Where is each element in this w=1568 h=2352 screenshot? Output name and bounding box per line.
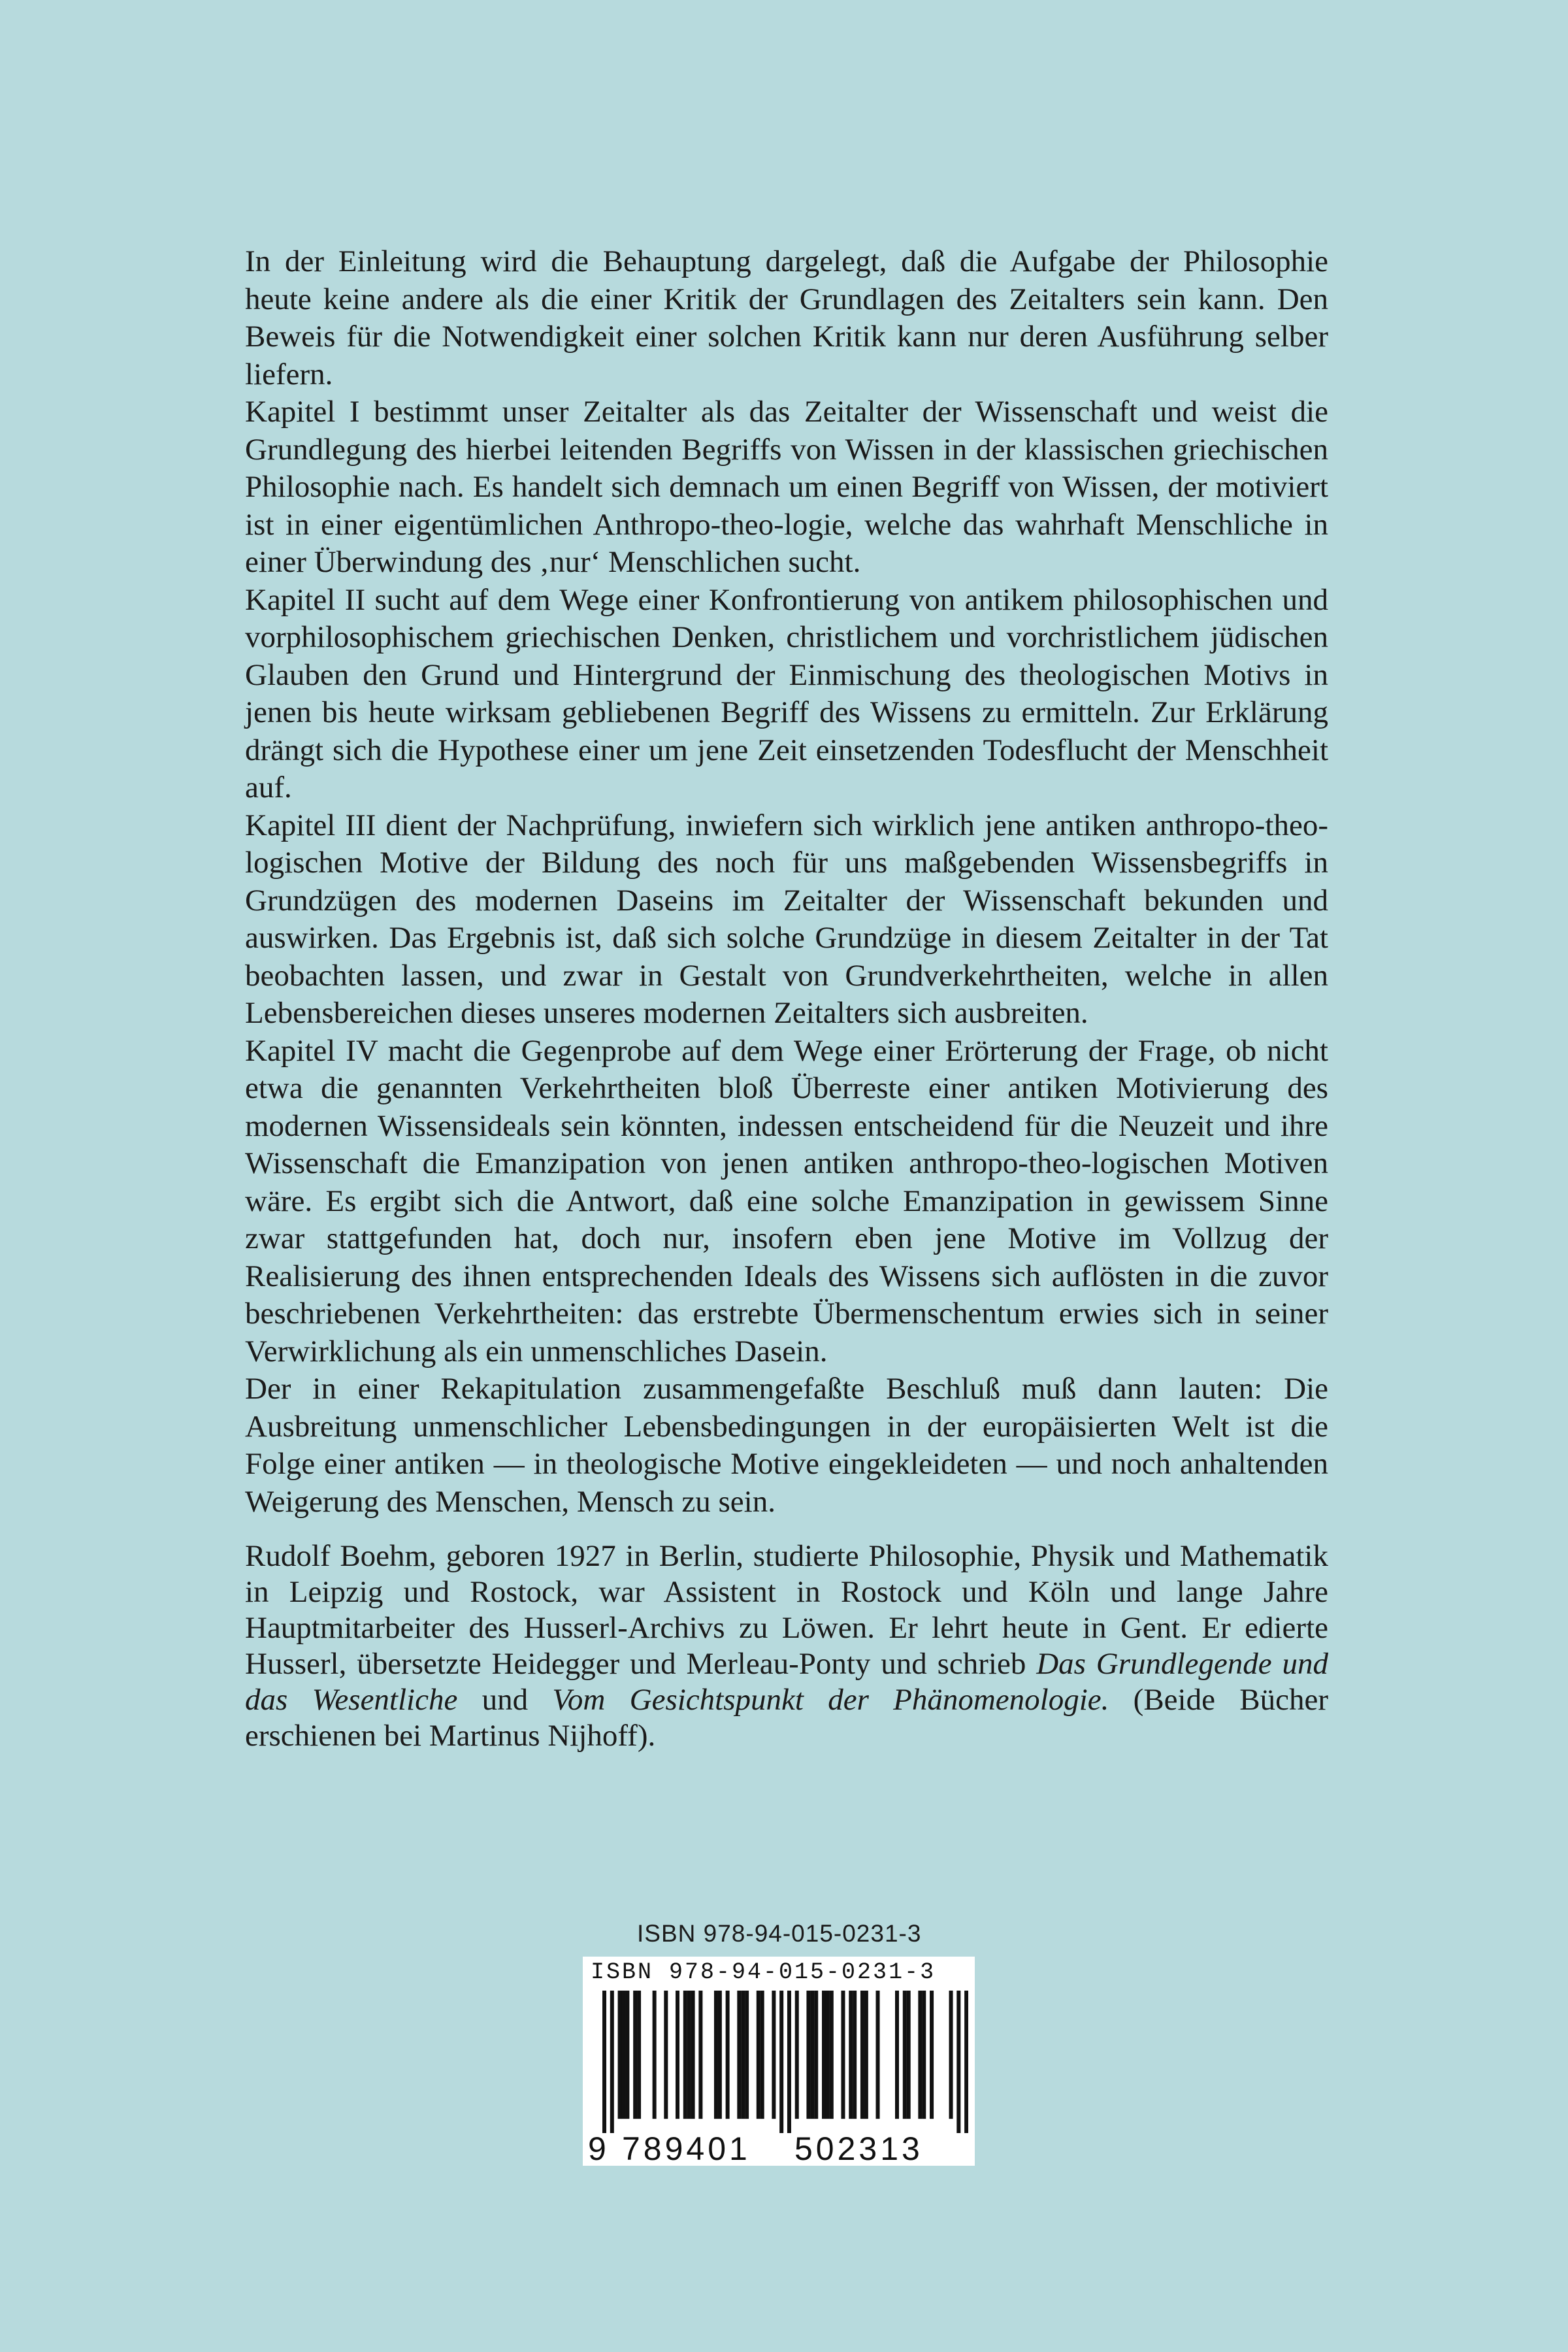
barcode-bar [691,1991,695,2119]
blurb-paragraph-introduction: In der Einleitung wird die Behauptung dargelegt, daß die Aufgabe der Philosophie heute keine andere als die einer Kritik der Grundlagen des Zeitalters sein kann. Den Beweis für die Notwendigkeit einer solchen Kritik kann nur deren Ausführung selber liefern. [245,244,1328,391]
barcode-bar [810,1991,814,2119]
barcode-bar [637,1991,641,2119]
barcode-bar [949,1991,953,2119]
barcode-guard-bar [602,1991,606,2133]
barcode-bar [930,1991,934,2119]
barcode-bar [726,1991,730,2119]
barcode [583,1957,975,2166]
barcode-guard-bar [956,1991,960,2133]
barcode-bar [683,1991,687,2119]
barcode-digit-first: 9 [588,2130,606,2167]
barcode-bar [853,1991,857,2119]
blurb-paragraph-chapter-2: Kapitel II sucht auf dem Wege einer Konfrontierung von antikem philosophischen und vorphilosophischem griechischen Denken, christlichem und vorchristlichem jüdischen Glauben den Grund und Hintergrund der Einmischung des theologischen Motivs in jenen bis heute wirksam gebliebenen Begriff des Wissens zu ermitteln. Zur Erklärung drängt sich die Hypothese einer um jene Zeit einsetzenden Todesflucht der Menschheit auf. [245,582,1328,804]
barcode-bar [741,1991,745,2119]
barcode-digits-right: 502313 [794,2130,923,2167]
barcode-bar [826,1991,830,2119]
barcode-bars [602,1991,968,2133]
barcode-bar [806,1991,810,2119]
barcode-bar [830,1991,834,2119]
barcode-bar [760,1991,764,2119]
barcode-bar [772,1991,776,2119]
barcode-bar [737,1991,741,2119]
barcode-bar [676,1991,679,2119]
blurb-paragraph-chapter-1: Kapitel I bestimmt unser Zeitalter als das Zeitalter der Wissenschaft und weist die Grundlegung des hierbei leitenden Begriffs von Wissen in der klassischen griechischen Philosophie nach. Es handelt sich demnach um einen Begriff von Wissen, der motiviert ist in einer eigentümlichen Anthropo-theo-logie, welche das wahrhaft Menschliche in einer Überwindung des ‚nur‘ Menschlichen sucht. [245,395,1328,579]
barcode-bar [814,1991,818,2119]
isbn-label: ISBN 978-94-015-0231-3 [637,1920,922,1947]
bio-book-title-2: Vom Gesichtspunkt der Phänomenologie. [552,1683,1109,1717]
barcode-bar [876,1991,880,2119]
barcode-guard-bar [779,1991,783,2133]
blurb-paragraph-chapter-4: Kapitel IV macht die Gegenprobe auf dem Wege einer Erörterung der Frage, ob nicht etwa die genannten Verkehrtheiten bloß Überreste einer antiken Motivierung des modernen Wissensideals sein könnten, indessen entscheidend für die Neuzeit und ihre Wissenschaft die Emanzipation von jenen antiken anthropo-theo-logischen Motiven wäre. Es ergibt sich die Antwort, daß eine solche Emanzipation in gewissem Sinne zwar stattgefunden hat, doch nur, insofern eben jene Motive im Vollzug der Realisierung des ihnen entsprechenden Ideals des Wissens sich auflösten in die zuvor beschriebenen Verkehrtheiten: das erstrebte Übermenschentum erwies sich in seiner Verwirklichung als ein unmenschliches Dasein. [245,1033,1328,1368]
barcode-bar [841,1991,845,2119]
barcode-bar [745,1991,749,2119]
bio-text-before: Rudolf Boehm, geboren 1927 in Berlin, studierte Philosophie, Physik und Mathematik in Leipzig und Rostock, war Assistent in Rostock und Köln und lange Jahre Hauptmitarbeiter des Husserl-Archivs zu Löwen. Er lehrt heute in Gent. Er edierte Husserl, übersetzte Heidegger und Merleau-Ponty und schrieb [245,1539,1328,1681]
bio-text-after: (Beide Bücher erschienen bei Martinus Nijhoff). [245,1683,1328,1753]
barcode-bar [860,1991,864,2119]
barcode-bar [621,1991,625,2119]
barcode-bar [864,1991,868,2119]
barcode-bar [625,1991,629,2119]
barcode-guard-bar [787,1991,791,2133]
barcode-bar [895,1991,899,2119]
barcode-guard-bar [964,1991,968,2133]
barcode-bar [687,1991,691,2119]
barcode-bar [849,1991,853,2119]
barcode-bar [918,1991,922,2119]
barcode-bar [822,1991,826,2119]
barcode-bar [903,1991,907,2119]
barcode-bar [653,1991,657,2119]
barcode-bar [907,1991,911,2119]
author-bio-paragraph [245,1538,1328,1754]
barcode-bar [922,1991,926,2119]
barcode-guard-bar [610,1991,614,2133]
barcode-bar [618,1991,622,2119]
blurb-paragraph-conclusion: Der in einer Rekapitulation zusammengefaßte Beschluß muß dann lauten: Die Ausbreitung unmenschlicher Lebensbedingungen in der europäisierten Welt ist die Folge einer antiken — in theologische Motive eingekleideten — und noch anhaltenden Weigerung des Menschen, Mensch zu sein. [245,1372,1328,1519]
barcode-bar [698,1991,702,2119]
barcode-bar [795,1991,799,2119]
barcode-bar [633,1991,637,2119]
bio-connector: und [457,1683,553,1717]
barcode-bar [757,1991,760,2119]
blurb-paragraph-chapter-3: Kapitel III dient der Nachprüfung, inwiefern sich wirklich jene antiken anthropo-theo-logischen Motive der Bildung des noch für uns maßgebenden Wissensbegriffs in Grundzügen des modernen Daseins im Zeitalter der Wissenschaft bekunden und auswirken. Das Ergebnis ist, daß sich solche Grundzüge in diesem Zeitalter in der Tat beobachten lassen, und zwar in Gestalt von Grundverkehrtheiten, welche in allen Lebensbereichen dieses unseres modernen Zeitalters sich ausbreiten. [245,808,1328,1030]
barcode-bar [664,1991,668,2119]
bio-book-title-1: Das Grundlegende und das Wesentliche [245,1647,1328,1717]
barcode-digits [583,2130,975,2167]
author-biography [245,1538,1328,1754]
barcode-bar [714,1991,718,2119]
barcode-isbn-label: ISBN 978-94-015-0231-3 [591,1959,936,1985]
barcode-bar [718,1991,722,2119]
cover-blurb [245,243,1328,1521]
barcode-digits-left: 789401 [622,2130,751,2167]
